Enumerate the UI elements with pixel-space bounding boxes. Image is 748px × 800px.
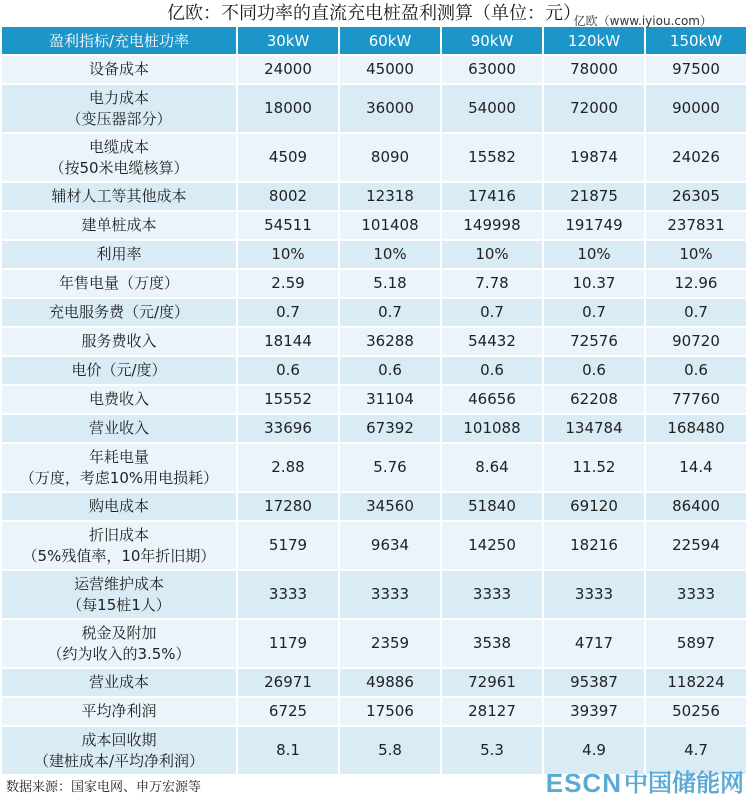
row-label-note: （每15桩1人）: [67, 595, 171, 614]
row-label-main: 购电成本: [88, 497, 149, 515]
row-label-main: 年售电量（万度）: [58, 274, 179, 292]
row-label-main: 运营维护成本: [73, 574, 164, 593]
row-label-note: （约为收入的3.5%）: [47, 644, 191, 663]
table-row: [2, 384, 746, 413]
cell-value: 0.6: [544, 355, 646, 384]
cell-value: 1179: [238, 618, 340, 667]
cell-value: 2.88: [238, 442, 340, 491]
cell-value: 149998: [442, 210, 544, 239]
cell-value: 14250: [442, 520, 544, 569]
cell-value: 15552: [238, 384, 340, 413]
cell-value: 2.59: [238, 268, 340, 297]
cell-value: 17280: [238, 491, 340, 520]
row-label: [2, 618, 238, 667]
cell-value: 19874: [544, 132, 646, 181]
row-label: [2, 384, 238, 413]
cell-value: 237831: [646, 210, 746, 239]
cell-value: 4717: [544, 618, 646, 667]
profit-table: [2, 27, 746, 774]
cell-value: 10.37: [544, 268, 646, 297]
row-label: [2, 413, 238, 442]
table-row: [2, 667, 746, 696]
cell-value: 5.3: [442, 725, 544, 774]
cell-value: 50256: [646, 696, 746, 725]
cell-value: 10%: [340, 239, 442, 268]
cell-value: 69120: [544, 491, 646, 520]
row-label: [2, 442, 238, 491]
cell-value: 8.64: [442, 442, 544, 491]
cell-value: 168480: [646, 413, 746, 442]
row-label: [2, 696, 238, 725]
row-label: [2, 667, 238, 696]
row-label: [2, 132, 238, 181]
row-label-note: （变压器部分）: [66, 109, 172, 128]
cell-value: 18144: [238, 326, 340, 355]
cell-value: 31104: [340, 384, 442, 413]
cell-value: 14.4: [646, 442, 746, 491]
table-row: [2, 520, 746, 569]
cell-value: 0.7: [340, 297, 442, 326]
table-row: [2, 239, 746, 268]
cell-value: 24026: [646, 132, 746, 181]
table-header-row: [2, 27, 746, 54]
table-row: [2, 210, 746, 239]
cell-value: 3333: [442, 569, 544, 618]
cell-value: 5.18: [340, 268, 442, 297]
cell-value: 34560: [340, 491, 442, 520]
cell-value: 11.52: [544, 442, 646, 491]
table-row: [2, 442, 746, 491]
row-label-main: 成本回收期: [81, 730, 157, 749]
row-label-main: 电缆成本: [88, 137, 149, 156]
cell-value: 10%: [238, 239, 340, 268]
cell-value: 26971: [238, 667, 340, 696]
row-label-main: 营业成本: [88, 673, 149, 691]
cell-value: 54511: [238, 210, 340, 239]
cell-value: 78000: [544, 54, 646, 83]
cell-value: 0.6: [238, 355, 340, 384]
cell-value: 8.1: [238, 725, 340, 774]
row-label-main: 电价（元/度）: [71, 361, 167, 379]
row-label-main: 平均净利润: [81, 702, 157, 720]
cell-value: 54432: [442, 326, 544, 355]
cell-value: 3333: [646, 569, 746, 618]
cell-value: 67392: [340, 413, 442, 442]
cell-value: 9634: [340, 520, 442, 569]
table-row: [2, 413, 746, 442]
row-label-main: 服务费收入: [81, 332, 157, 350]
row-label: [2, 83, 238, 132]
cell-value: 62208: [544, 384, 646, 413]
brand-escn-logo: ESCN: [545, 768, 622, 798]
cell-value: 22594: [646, 520, 746, 569]
cell-value: 72000: [544, 83, 646, 132]
row-label: [2, 181, 238, 210]
cell-value: 45000: [340, 54, 442, 83]
row-label-main: 辅材人工等其他成本: [51, 187, 187, 205]
cell-value: 0.7: [544, 297, 646, 326]
cell-value: 3333: [340, 569, 442, 618]
cell-value: 0.6: [646, 355, 746, 384]
cell-value: 15582: [442, 132, 544, 181]
table-row: [2, 569, 746, 618]
row-label-main: 充电服务费（元/度）: [48, 303, 190, 321]
row-label: [2, 326, 238, 355]
header-90kw: 90kW: [442, 27, 544, 54]
row-label-main: 营业收入: [88, 419, 149, 437]
header-30kw: 30kW: [238, 27, 340, 54]
cell-value: 0.7: [646, 297, 746, 326]
cell-value: 101408: [340, 210, 442, 239]
cell-value: 18216: [544, 520, 646, 569]
cell-value: 118224: [646, 667, 746, 696]
cell-value: 10%: [646, 239, 746, 268]
header-120kw: 120kW: [544, 27, 646, 54]
cell-value: 5897: [646, 618, 746, 667]
row-label: [2, 520, 238, 569]
cell-value: 49886: [340, 667, 442, 696]
cell-value: 7.78: [442, 268, 544, 297]
cell-value: 51840: [442, 491, 544, 520]
cell-value: 90720: [646, 326, 746, 355]
row-label-main: 设备成本: [88, 60, 149, 78]
table-row: [2, 181, 746, 210]
cell-value: 0.7: [442, 297, 544, 326]
cell-value: 3333: [544, 569, 646, 618]
cell-value: 12.96: [646, 268, 746, 297]
cell-value: 39397: [544, 696, 646, 725]
row-label: [2, 239, 238, 268]
cell-value: 4.7: [646, 725, 746, 774]
row-label-main: 建单桩成本: [81, 216, 157, 234]
cell-value: 21875: [544, 181, 646, 210]
row-label: [2, 491, 238, 520]
header-150kw: 150kW: [646, 27, 746, 54]
cell-value: 18000: [238, 83, 340, 132]
cell-value: 36288: [340, 326, 442, 355]
brand-site: 亿欧（www.iyiou.com）: [573, 14, 712, 28]
cell-value: 97500: [646, 54, 746, 83]
table-row: [2, 132, 746, 181]
cell-value: 8090: [340, 132, 442, 181]
cell-value: 191749: [544, 210, 646, 239]
data-source: 数据来源：国家电网、申万宏源等: [6, 780, 202, 795]
brand-watermark: [546, 764, 744, 798]
row-label-main: 折旧成本: [88, 525, 149, 544]
row-label-note: （5%残值率，10年折旧期）: [22, 546, 216, 565]
cell-value: 3333: [238, 569, 340, 618]
cell-value: 8002: [238, 181, 340, 210]
cell-value: 101088: [442, 413, 544, 442]
table-row: [2, 696, 746, 725]
cell-value: 26305: [646, 181, 746, 210]
cell-value: 63000: [442, 54, 544, 83]
cell-value: 54000: [442, 83, 544, 132]
cell-value: 24000: [238, 54, 340, 83]
cell-value: 36000: [340, 83, 442, 132]
cell-value: 0.6: [442, 355, 544, 384]
cell-value: 90000: [646, 83, 746, 132]
row-label: [2, 210, 238, 239]
table-row: [2, 54, 746, 83]
cell-value: 72961: [442, 667, 544, 696]
cell-value: 10%: [544, 239, 646, 268]
cell-value: 12318: [340, 181, 442, 210]
row-label: [2, 297, 238, 326]
header-metric: 盈利指标/充电桩功率: [2, 27, 238, 54]
cell-value: 6725: [238, 696, 340, 725]
row-label-main: 年耗电量: [88, 447, 149, 466]
table-row: [2, 268, 746, 297]
cell-value: 0.7: [238, 297, 340, 326]
cell-value: 46656: [442, 384, 544, 413]
row-label: [2, 268, 238, 297]
row-label-note: （建桩成本/平均净利润）: [33, 751, 205, 770]
cell-value: 5.76: [340, 442, 442, 491]
table-row: [2, 326, 746, 355]
cell-value: 134784: [544, 413, 646, 442]
cell-value: 77760: [646, 384, 746, 413]
table-row: [2, 491, 746, 520]
cell-value: 10%: [442, 239, 544, 268]
row-label: [2, 725, 238, 774]
cell-value: 17506: [340, 696, 442, 725]
cell-value: 4509: [238, 132, 340, 181]
cell-value: 72576: [544, 326, 646, 355]
row-label-main: 税金及附加: [81, 623, 157, 642]
cell-value: 28127: [442, 696, 544, 725]
row-label-note: （按50米电缆核算）: [49, 158, 189, 177]
table-title: 亿欧：不同功率的直流充电桩盈利测算（单位：元）: [167, 3, 581, 24]
brand-cn-logo: 中国储能网: [624, 769, 744, 797]
table-row: [2, 83, 746, 132]
table-row: [2, 618, 746, 667]
header-60kw: 60kW: [340, 27, 442, 54]
cell-value: 3538: [442, 618, 544, 667]
row-label: [2, 569, 238, 618]
cell-value: 2359: [340, 618, 442, 667]
cell-value: 86400: [646, 491, 746, 520]
cell-value: 5179: [238, 520, 340, 569]
cell-value: 95387: [544, 667, 646, 696]
row-label: [2, 54, 238, 83]
row-label: [2, 355, 238, 384]
cell-value: 5.8: [340, 725, 442, 774]
cell-value: 0.6: [340, 355, 442, 384]
cell-value: 17416: [442, 181, 544, 210]
row-label-main: 利用率: [96, 245, 142, 263]
row-label-main: 电费收入: [88, 390, 149, 408]
table-row: [2, 297, 746, 326]
table-row: [2, 355, 746, 384]
cell-value: 33696: [238, 413, 340, 442]
row-label-main: 电力成本: [88, 88, 149, 107]
row-label-note: （万度，考虑10%用电损耗）: [19, 468, 219, 487]
cell-value: 4.9: [544, 725, 646, 774]
